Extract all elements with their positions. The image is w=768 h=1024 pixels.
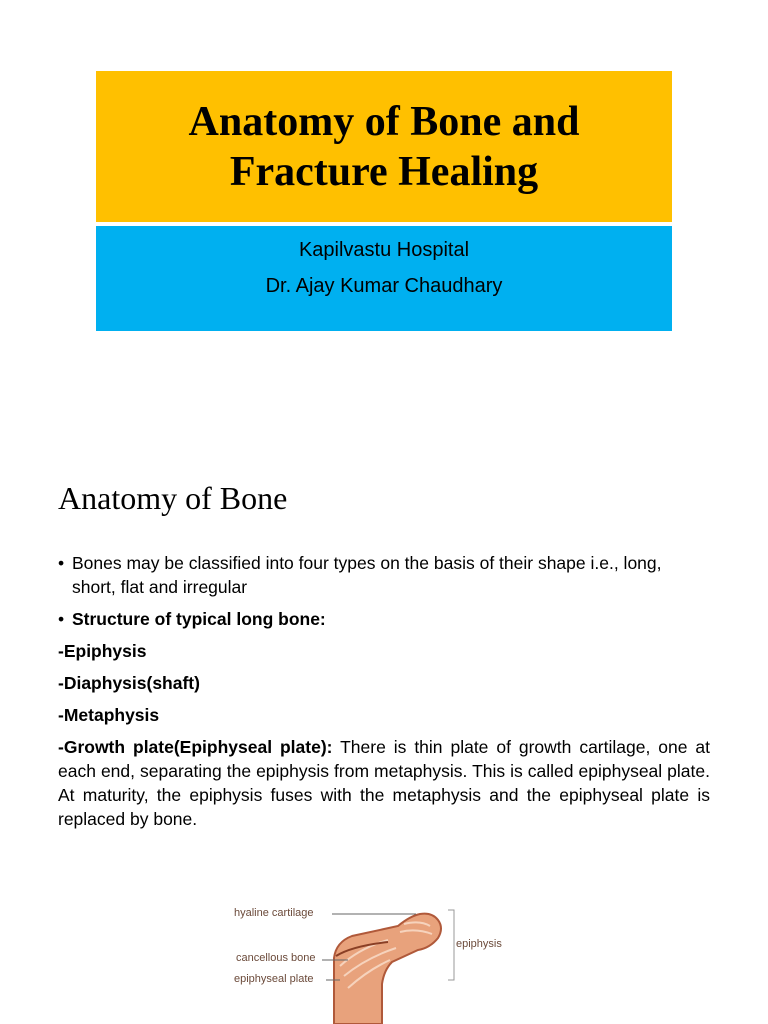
content-body xyxy=(58,551,710,831)
title-box xyxy=(96,71,672,222)
label-cancellous-bone: cancellous bone xyxy=(236,952,316,964)
bullet-structure xyxy=(58,607,710,631)
item-metaphysis: -Metaphysis xyxy=(58,705,160,725)
bullet-icon: • xyxy=(58,609,65,629)
label-epiphysis: epiphysis xyxy=(456,938,502,950)
bullet-text: Structure of typical long bone: xyxy=(72,609,326,629)
bone-diagram xyxy=(220,896,520,1024)
growth-plate-label: -Growth plate(Epiphyseal plate): xyxy=(58,737,333,757)
subtitle-hospital: Kapilvastu Hospital xyxy=(298,239,470,261)
label-epiphyseal-plate: epiphyseal plate xyxy=(234,973,314,985)
bullet-icon: • xyxy=(58,553,65,573)
item-epiphysis: -Epiphysis xyxy=(58,641,147,661)
item-diaphysis: -Diaphysis(shaft) xyxy=(58,673,200,693)
label-hyaline-cartilage: hyaline cartilage xyxy=(234,907,314,919)
bone-shape xyxy=(334,914,441,1024)
subtitle-box xyxy=(96,226,672,331)
epiphysis-bracket xyxy=(448,910,454,980)
bullet-classification xyxy=(58,551,710,599)
subtitle-author: Dr. Ajay Kumar Chaudhary xyxy=(265,275,503,297)
bullet-text: Bones may be classified into four types on the basis of their shape i.e., long, short, flat and irregular xyxy=(72,553,662,597)
title-line-2: Fracture Healing xyxy=(229,148,539,195)
growth-plate-text: There is thin plate of growth cartilage, one at each end, separating the epiphysis from metaphysis. This is called epiphyseal plate. At maturity, the epiphysis fuses with the metaphysis and the epiphyseal plate is replaced by bone. xyxy=(58,737,710,829)
section-heading: Anatomy of Bone xyxy=(58,480,288,516)
title-line-1: Anatomy of Bone and xyxy=(188,98,580,145)
growth-plate-paragraph xyxy=(58,735,710,831)
